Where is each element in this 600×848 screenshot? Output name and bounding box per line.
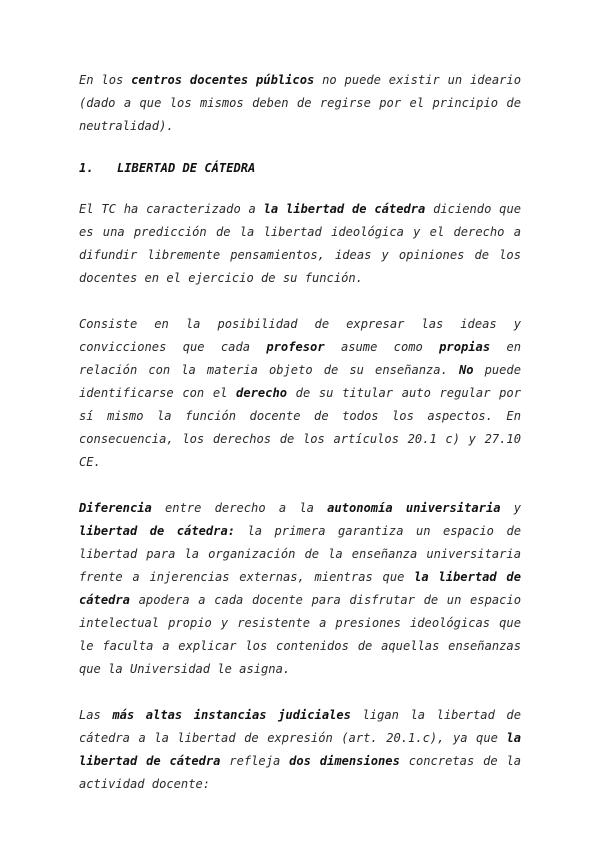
text-run: entre derecho a la: [151, 501, 328, 515]
bold-text: autonomía universitaria: [327, 501, 501, 515]
text-run: El TC ha caracterizado a: [79, 202, 264, 216]
paragraph-altas-instancias: [79, 704, 521, 796]
text-run: la primera garantiza un espacio de libertad para la organización de la enseñanza universitaria frente a injerencias externas, mientras que: [79, 524, 522, 584]
text-run: ligan la libertad de cátedra a la libertad de expresión (art. 20.1.c), ya que: [79, 708, 521, 745]
text-run: puede identificarse con el: [79, 363, 521, 400]
section-title: LIBERTAD DE CÁTEDRA: [117, 161, 256, 175]
text-run: Las: [79, 708, 113, 722]
text-run: de su titular auto regular por sí mismo la función docente de todos los aspectos. En consecuencia, los derechos de los artículos 20.1 c) y 27.10 CE.: [79, 386, 521, 469]
paragraph-diferencia: [79, 497, 521, 681]
bold-text: libertad de cátedra:: [79, 524, 236, 538]
paragraph-public-schools: [79, 69, 521, 138]
text-run: asume como: [324, 340, 440, 354]
text-run: Consiste en la posibilidad de expresar las ideas y convicciones que cada: [79, 317, 521, 354]
text-run: apodera a cada docente para disfrutar de un espacio intelectual propio y resistente a presiones ideológicas que le faculta a explicar los contenidos de aquellas enseñanzas que la Universidad le asigna.: [79, 593, 521, 676]
bold-text: la libertad de cátedra: [79, 570, 521, 607]
bold-text: dos dimensiones: [289, 754, 400, 768]
text-run: En los: [79, 73, 132, 87]
text-run: y: [500, 501, 522, 515]
bold-text: Diferencia: [79, 501, 152, 515]
bold-text: la libertad de cátedra: [263, 202, 426, 216]
bold-text: la libertad de cátedra: [79, 731, 521, 768]
paragraph-consiste: [79, 313, 521, 474]
bold-text: profesor: [266, 340, 325, 354]
bold-text: propias: [439, 340, 491, 354]
bold-text: más altas instancias judiciales: [112, 708, 351, 722]
bold-text: derecho: [236, 386, 288, 400]
section-number: 1.: [79, 161, 94, 175]
bold-text: centros docentes públicos: [131, 73, 315, 87]
section-heading: [79, 161, 521, 175]
text-run: refleja: [220, 754, 290, 768]
text-run: concretas de la actividad docente:: [79, 754, 522, 791]
text-run: en relación con la materia objeto de su enseñanza.: [79, 340, 522, 377]
paragraph-tc-definition: [79, 198, 521, 290]
text-run: diciendo que es una predicción de la libertad ideológica y el derecho a difundir libremente pensamientos, ideas y opiniones de los docentes en el ejercicio de su función.: [79, 202, 522, 285]
bold-text: No: [458, 363, 474, 377]
text-run: no puede existir un ideario (dado a que los mismos deben de regirse por el principio de neutralidad).: [79, 73, 521, 133]
